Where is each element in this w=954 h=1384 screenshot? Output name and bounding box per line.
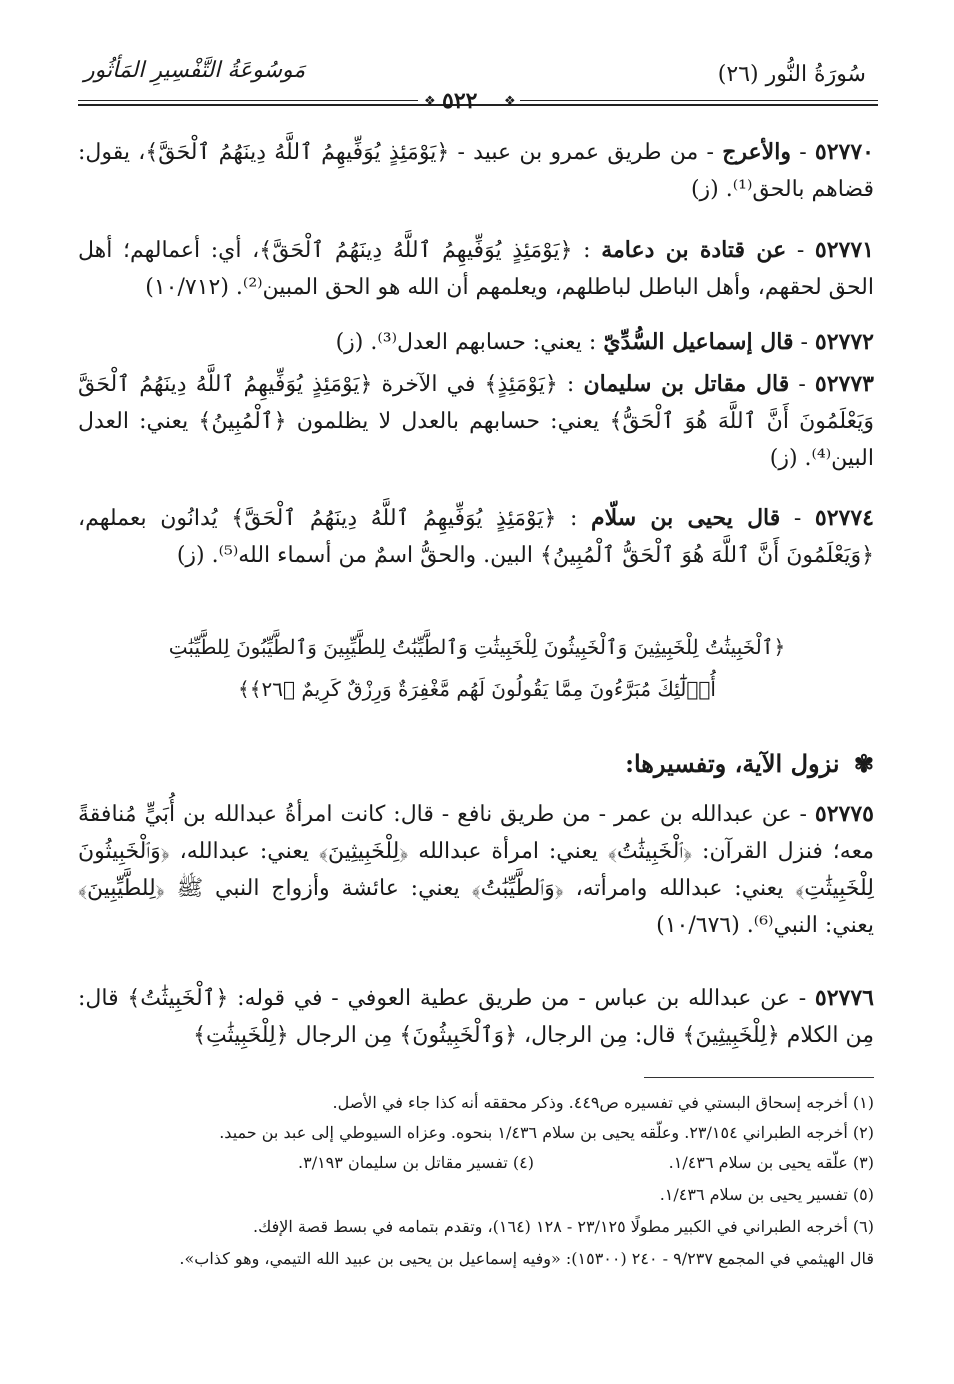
entry-text: : ﴿يَوْمَئِذٍ﴾ في الآخرة ﴿يَوْمَئِذٍ يُوَفِّيهِمُ ٱللَّهُ دِينَهُمُ ٱلْحَقَّ وَيَعْلَمُونَ أَنَّ ٱللَّهَ هُوَ ٱلْحَقُّ﴾ يعني: حسابهم بالعدل لا يظلمون ﴿ٱلْمُبِينُ﴾ يعني: العدل البين⁽⁴⁾. (ز) — [78, 372, 874, 471]
entry-text: - عن عبدالله بن عمر - من طريق نافع - قال: كانت امرأةُ عبدالله بن أُبَيٍّ مُنافقةً معه؛ فنزل القرآن: ﴿ٱلْخَبِيثَٰتُ﴾ يعني: امرأة عبدالله ﴿لِلْخَبِيثِينَ﴾ يعني: عبدالله، ﴿وَٱلْخَبِيثُونَ لِلْخَبِيثَٰتِ﴾ يعني: عبدالله وامرأته، ﴿وَٱلطَّيِّبَٰتُ﴾ يعني: عائشة وأزواج النبي ﷺ ﴿لِلطَّيِّبِينَ﴾ يعني: النبي⁽⁶⁾. (١٠/٦٧٦) — [78, 802, 874, 938]
ornament-icon: ❖ — [424, 94, 436, 109]
book-title-header: مَوسُوعَةُ التَّفْسِيرِ المَأثُور — [84, 58, 306, 83]
entry-text: - عن عبدالله بن عباس - من طريق عطية العوفي - في قوله: ﴿ٱلْخَبِيثَٰتُ﴾ قال: مِن الكلام ﴿لِلْخَبِيثِينَ﴾ قال: مِن الرجال، ﴿وَٱلْخَبِيثُونَ﴾ مِن الرجال ﴿لِلْخَبِيثَٰتِ﴾ — [78, 986, 874, 1048]
entry: ٥٢٧٧١ - عن قتادة بن دعامة : ﴿يَوْمَئِذٍ يُوَفِّيهِمُ ٱللَّهُ دِينَهُمُ ٱلْحَقَّ﴾، أي: أعمالهم؛ أهل الحق لحقهم، وأهل الباطل لباطلهم، ويعلمهم أن الله هو الحق المبين⁽²⁾. (١٠/٧١٢) — [78, 237, 874, 300]
entry-number: ٥٢٧٧٠ — [814, 139, 874, 165]
page-number: ٥٢٢ — [442, 88, 478, 114]
footnote-rule — [644, 1077, 874, 1078]
footnote: (٢) أخرجه الطبراني ٢٣/١٥٤. وعلّقه يحيى بن سلام ١/٤٣٦ بنحوه. وعزاه السيوطي إلى عبد بن حميد. — [219, 1123, 874, 1142]
section-title-text: نزول الآية، وتفسيرها: — [625, 749, 840, 778]
entry: ٥٢٧٧٣ - قال مقاتل بن سليمان : ﴿يَوْمَئِذٍ﴾ في الآخرة ﴿يَوْمَئِذٍ يُوَفِّيهِمُ ٱللَّهُ دِينَهُمُ ٱلْحَقَّ وَيَعْلَمُونَ أَنَّ ٱللَّهَ هُوَ ٱلْحَقُّ﴾ يعني: حسابهم بالعدل لا يظلمون ﴿ٱلْمُبِينُ﴾ يعني: العدل البين⁽⁴⁾. (ز) — [78, 371, 874, 471]
entry-text: : ﴿يَوْمَئِذٍ يُوَفِّيهِمُ ٱللَّهُ دِينَهُمُ ٱلْحَقَّ﴾، أي: أعمالهم؛ أهل الحق لحقهم، وأهل الباطل لباطلهم، ويعلمهم أن الله هو الحق المبين⁽²⁾. (١٠/٧١٢) — [78, 238, 874, 300]
entry-number: ٥٢٧٧٣ — [814, 371, 874, 397]
entry-number: ٥٢٧٧٦ — [814, 985, 874, 1011]
entry-number: ٥٢٧٧٢ — [814, 329, 874, 355]
ornament-icon: ❖ — [504, 94, 516, 109]
flower-ornament-icon: ✾ — [853, 749, 874, 778]
entry-text: : ﴿يَوْمَئِذٍ يُوَفِّيهِمُ ٱللَّهُ دِينَهُمُ ٱلْحَقَّ﴾ يُدانُون بعملهم، ﴿وَيَعْلَمُونَ أَنَّ ٱللَّهَ هُوَ ٱلْحَقُّ ٱلْمُبِينُ﴾ البين. والحقُّ اسمٌ من أسماء الله⁽⁵⁾. (ز) — [78, 506, 874, 568]
entry-number: ٥٢٧٧١ — [814, 237, 874, 263]
header-rule-right — [520, 100, 878, 101]
surah-header: سُورَةُ النُّور (٢٦) — [717, 62, 866, 87]
entry-number: ٥٢٧٧٥ — [814, 801, 874, 827]
entry — [78, 980, 874, 1054]
header-rule — [78, 104, 878, 106]
header-rule-left — [78, 100, 418, 101]
footnote: (٥) تفسير يحيى بن سلام ١/٤٣٦. — [659, 1185, 874, 1204]
entry: ٥٢٧٧٤ - قال يحيى بن سلّام : ﴿يَوْمَئِذٍ يُوَفِّيهِمُ ٱللَّهُ دِينَهُمُ ٱلْحَقَّ﴾ يُدانُون بعملهم، ﴿وَيَعْلَمُونَ أَنَّ ٱللَّهَ هُوَ ٱلْحَقُّ ٱلْمُبِينُ﴾ البين. والحقُّ اسمٌ من أسماء الله⁽⁵⁾. (ز) — [78, 505, 874, 568]
footnote: (١) أخرجه إسحاق البستي في تفسيره ص٤٤٩. وذكر محققه أنه كذا جاء في الأصل. — [332, 1093, 874, 1112]
entry: ٥٢٧٧٠ - والأعرج - من طريق عمرو بن عبيد - ﴿يَوْمَئِذٍ يُوَفِّيهِمُ ٱللَّهُ دِينَهُمُ ٱلْحَقَّ﴾، يقول: قضاهم بالحق⁽¹⁾. (ز) — [78, 139, 874, 202]
footnote: (٤) تفسير مقاتل بن سليمان ٣/١٩٣. — [298, 1153, 534, 1172]
verse-line: ﴿ٱلْخَبِيثَٰتُ لِلْخَبِيثِينَ وَٱلْخَبِيثُونَ لِلْخَبِيثَٰتِ وَٱلطَّيِّبَٰتُ لِلطَّيِّبِينَ وَٱلطَّيِّبُونَ لِلطَّيِّبَٰتِ — [168, 635, 786, 659]
entry-text: : يعني: حسابهم العدل⁽³⁾. (ز) — [335, 330, 597, 355]
quran-verse — [120, 626, 834, 710]
footnote: قال الهيثمي في المجمع ٩/٢٣٧ - ٢٤٠ (١٥٣٠٠): «وفيه إسماعيل بن يحيى بن عبيد الله التيمي، وهو كذاب». — [179, 1249, 874, 1268]
footnote: (٣) علّقه يحيى بن سلام ١/٤٣٦. — [668, 1153, 874, 1172]
footnote: (٦) أخرجه الطبراني في الكبير مطولًا ٢٣/١٢٥ - ١٢٨ (١٦٤)، وتقدم بتمامه في بسط قصة الإفك. — [253, 1217, 874, 1236]
verse-line: أُو۟لَٰٓئِكَ مُبَرَّءُونَ مِمَّا يَقُولُونَ لَهُم مَّغْفِرَةٌ وَرِزْقٌ كَرِيمٌ ﴿٢٦﴾﴾ — [238, 677, 716, 701]
entry-source: عن قتادة بن دعامة — [601, 237, 787, 263]
entry-number: ٥٢٧٧٤ — [814, 505, 874, 531]
entry-source: قال مقاتل بن سليمان — [583, 371, 790, 397]
entry-source: قال يحيى بن سلّام — [590, 505, 781, 531]
entry: ٥٢٧٧٢ - قال إسماعيل السُّدِّيّ : يعني: حسابهم العدل⁽³⁾. (ز) — [335, 329, 874, 355]
section-title — [625, 749, 874, 778]
entry-source: قال إسماعيل السُّدِّيّ — [603, 329, 794, 355]
entry-source: والأعرج — [722, 139, 791, 165]
entry — [78, 796, 874, 944]
entry-text: - من طريق عمرو بن عبيد - ﴿يَوْمَئِذٍ يُوَفِّيهِمُ ٱللَّهُ دِينَهُمُ ٱلْحَقَّ﴾، يقول: قضاهم بالحق⁽¹⁾. (ز) — [78, 140, 874, 202]
